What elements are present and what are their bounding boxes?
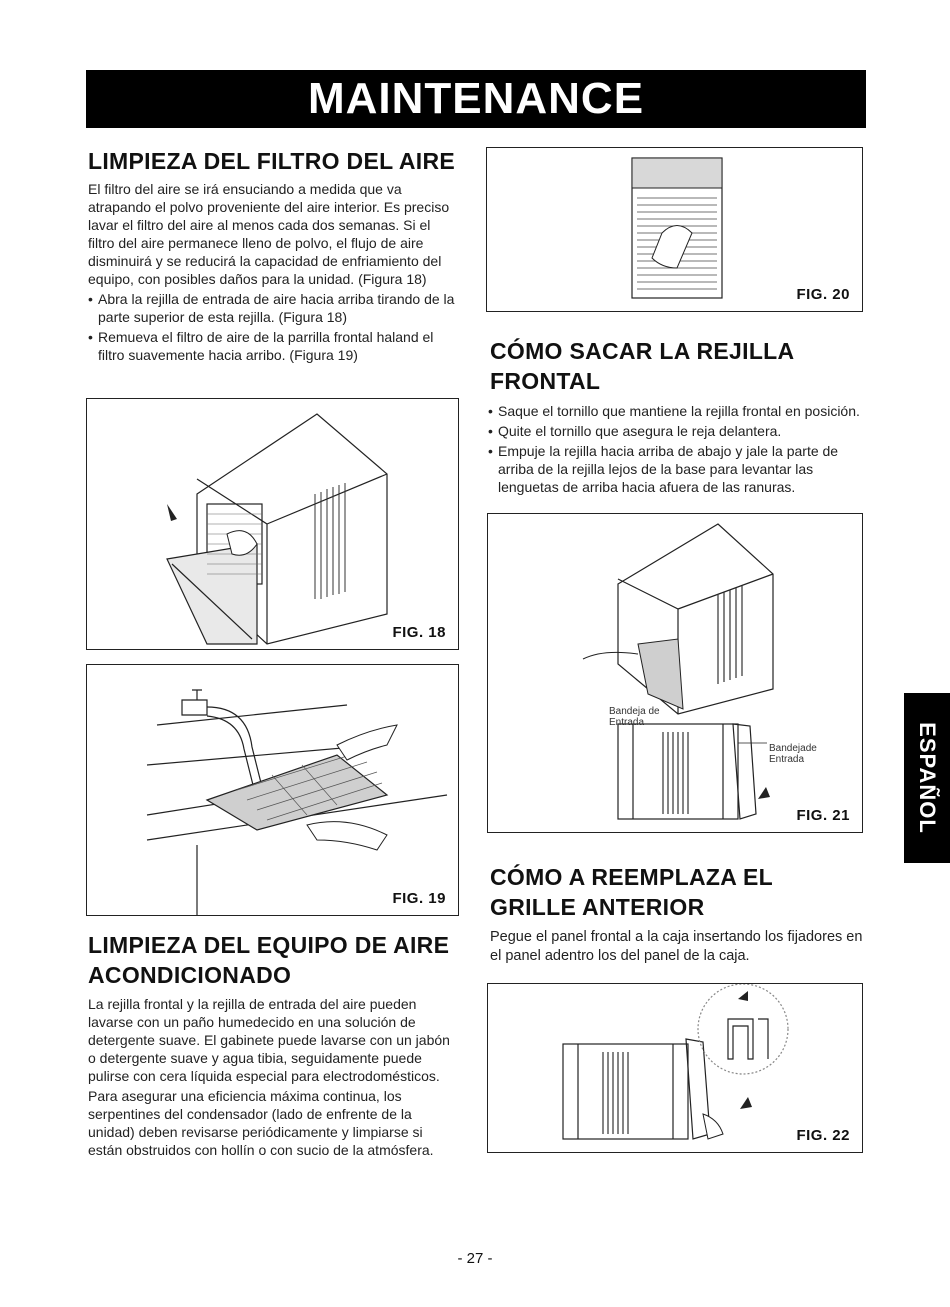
- section-title-unit-cleaning-line1: LIMPIEZA DEL EQUIPO DE AIRE: [88, 932, 450, 958]
- fig19-illustration: [87, 665, 459, 916]
- air-filter-text: [88, 180, 458, 366]
- language-tab: [904, 693, 950, 863]
- fig18-label: FIG. 18: [392, 624, 446, 641]
- figure-20: [486, 147, 863, 312]
- figure-21: [487, 513, 863, 833]
- fig21-label: FIG. 21: [796, 807, 850, 824]
- air-filter-bullets: [88, 290, 458, 364]
- page-number: - 27 -: [457, 1250, 493, 1267]
- list-item: • Remueva el filtro de aire de la parrilla frontal haland el filtro suavemente hacia arribo. (Figura 19): [88, 328, 458, 364]
- list-item: • Saque el tornillo que mantiene la rejilla frontal en posición.: [488, 402, 866, 420]
- figure-22: [487, 983, 863, 1153]
- unit-cleaning-paragraph-1: La rejilla frontal y la rejilla de entrada del aire pueden lavarse con un paño humedecido en una solución de detergente suave. El gabinete puede lavarse con un jabón o detergente suave y agua tibia, seguidamente puede pulirse con cera líquida especial para electrodomésticos.: [88, 996, 450, 1084]
- replace-grille-text: [490, 928, 868, 968]
- unit-cleaning-paragraph-2: Para asegurar una eficiencia máxima continua, los serpentines del condensador (lado de enfrente de la unidad) deben revisarse periódicamente y limpiarse si están obstruidos con hollín o con sucio de la atmósfera.: [88, 1088, 434, 1158]
- figure-19: [86, 664, 459, 916]
- fig21-label-tray-1: Bandeja de: [609, 706, 660, 717]
- fig21-illustration: [488, 514, 863, 833]
- fig20-label: FIG. 20: [796, 286, 850, 303]
- remove-grille-bullets: [488, 402, 866, 496]
- figure-18: [86, 398, 459, 650]
- list-item: • Abra la rejilla de entrada de aire hacia arriba tirando de la parte superior de esta rejilla. (Figura 18): [88, 290, 458, 326]
- section-title-replace-grille-line2: GRILLE ANTERIOR: [490, 894, 705, 920]
- fig18-illustration: [87, 399, 459, 650]
- fig21-label-entry-2: Entrada: [769, 754, 805, 765]
- section-title-unit-cleaning-line2: ACONDICIONADO: [88, 962, 292, 988]
- unit-cleaning-text: [88, 995, 460, 1161]
- section-title-remove-grille-line1: CÓMO SACAR LA REJILLA: [490, 338, 795, 364]
- language-tab-label: ESPAÑOL: [915, 722, 940, 834]
- air-filter-paragraph: El filtro del aire se irá ensuciando a medida que va atrapando el polvo proveniente del aire interior. Es preciso lavar el filtro del aire al menos cada dos semanas. Si el filtro del aire permanece lleno de polvo, el flujo de aire disminuirá y se reducirá la capacidad de enfriamiento del equipo, con posibles daños para la unidad. (Figura 18): [88, 181, 450, 287]
- remove-grille-text: [488, 402, 866, 498]
- maintenance-banner: MAINTENANCE: [86, 70, 866, 128]
- section-title-air-filter: LIMPIEZA DEL FILTRO DEL AIRE: [88, 148, 456, 174]
- fig22-label: FIG. 22: [796, 1127, 850, 1144]
- replace-grille-paragraph: Pegue el panel frontal a la caja insertando los fijadores en el panel adentro los del panel de la caja.: [490, 929, 863, 964]
- section-title-remove-grille-line2: FRONTAL: [490, 368, 601, 394]
- list-item: • Quite el tornillo que asegura le reja delantera.: [488, 422, 866, 440]
- fig21-label-entry-1: Entrada: [609, 717, 645, 728]
- fig19-label: FIG. 19: [392, 890, 446, 907]
- section-title-replace-grille-line1: CÓMO A REEMPLAZA EL: [490, 864, 773, 890]
- fig21-label-tray-2: Bandejade: [769, 743, 817, 754]
- list-item: • Empuje la rejilla hacia arriba de abajo y jale la parte de arriba de la rejilla lejos de la base para levantar las lenguetas de arriba hacia afuera de las ranuras.: [488, 442, 866, 496]
